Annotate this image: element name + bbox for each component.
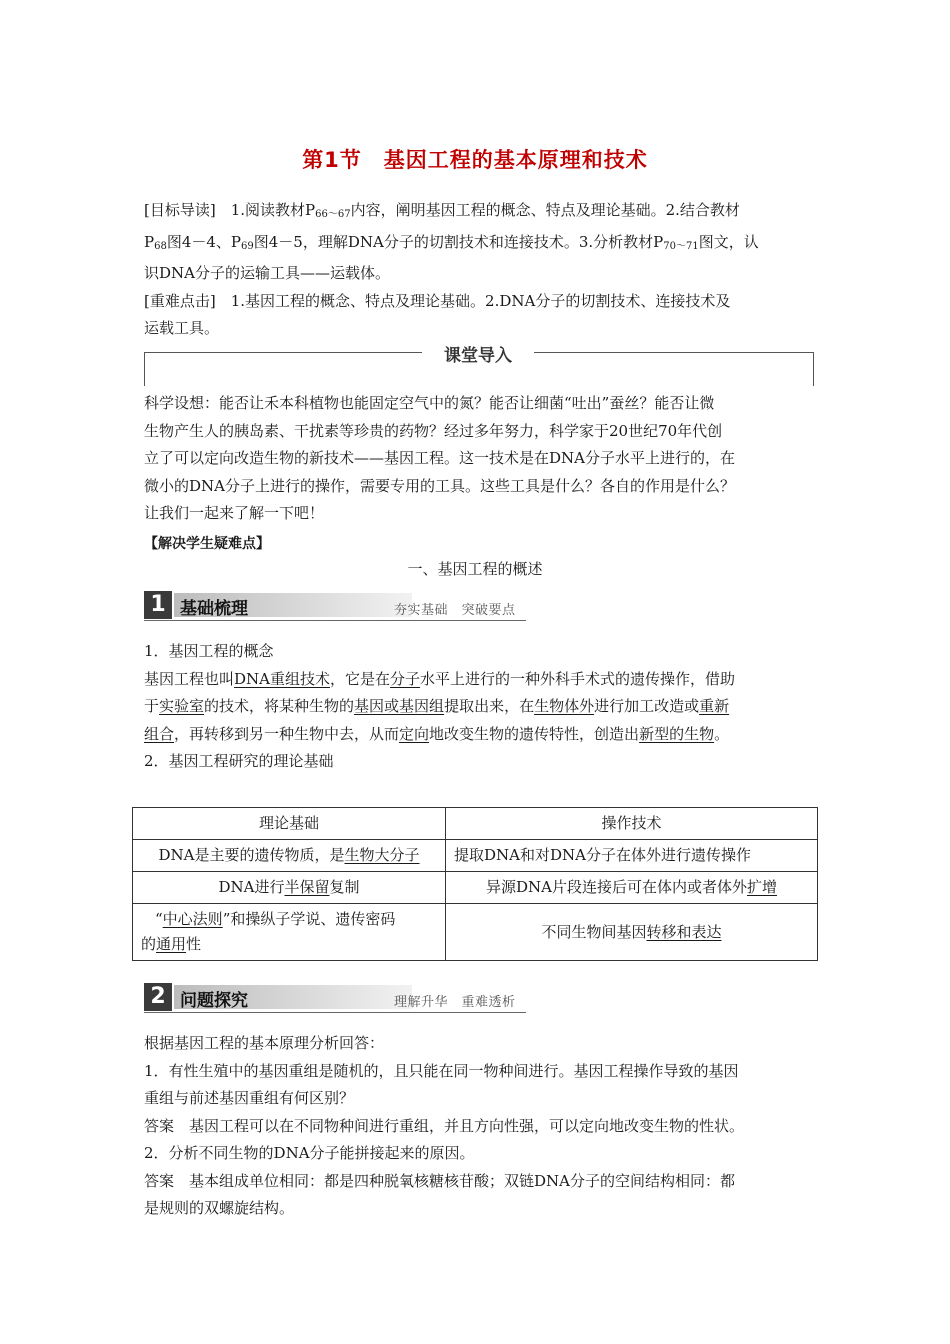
theory-heading: 2．基因工程研究的理论基础 bbox=[144, 752, 334, 770]
objectives-block bbox=[144, 197, 812, 343]
blank-answer: 转移和表达 bbox=[646, 922, 722, 941]
section-number: 2 bbox=[144, 983, 172, 1011]
section-name: 基础梳理 bbox=[180, 599, 248, 619]
blank-answer: 生物大分子 bbox=[344, 846, 420, 864]
blank-answer: 新型的生物 bbox=[639, 724, 715, 743]
answer-1: 答案 基因工程可以在不同物种间进行重组，并且方向性强，可以定向地改变生物的性状。 bbox=[144, 1116, 745, 1135]
answer-2: 答案 基本组成单位相同：都是四种脱氧核糖核苷酸；双链DNA分子的空间结构相同：都 bbox=[144, 1171, 735, 1190]
table-cell: 异源DNA片段连接后可在体内或者体外扩增 bbox=[446, 872, 818, 904]
question-1: 1．有性生殖中的基因重组是随机的，且只能在同一物种间进行。基因工程操作导致的基因 bbox=[144, 1061, 739, 1080]
blank-answer: 生物体外 bbox=[534, 697, 595, 715]
page-title: 第1节 基因工程的基本原理和技术 bbox=[302, 148, 648, 172]
section-tag: 夯实基础 突破要点 bbox=[394, 603, 516, 618]
table-cell: DNA进行半保留复制 bbox=[133, 872, 446, 904]
blank-answer: 定向 bbox=[399, 724, 430, 743]
section-number: 1 bbox=[144, 591, 172, 619]
blank-answer: 组合 bbox=[144, 724, 175, 743]
blank-answer: 分子 bbox=[390, 669, 421, 688]
blank-answer: 重新 bbox=[699, 697, 730, 715]
part-heading: 一、基因工程的概述 bbox=[407, 560, 543, 578]
qa-block: 根据基因工程的基本原理分析回答： 1．有性生殖中的基因重组是随机的，且只能在同一物种间进行。基因工程操作导致的基因 重组与前述基因重组有何区别？ 答案 基因工程可以在不同物种间进行重组，并且方向性强，可以定向地改变生物的性状。 2．分析不同生物的DNA分子能拼接起来的原因。 答案 基本组成单位相同：都是四种脱氧核糖核苷酸；双链DNA分子的空间结构相同：都 是规则的双螺旋结构。 bbox=[144, 1030, 812, 1223]
blank-answer: 中心法则 bbox=[162, 910, 223, 928]
blank-answer: 通用 bbox=[156, 935, 187, 953]
table-cell: DNA是主要的遗传物质，是生物大分子 bbox=[133, 840, 446, 872]
theory-table bbox=[132, 807, 818, 961]
section-tag: 理解升华 重难透析 bbox=[394, 995, 516, 1010]
table-row bbox=[133, 872, 818, 904]
section-basic-review bbox=[144, 591, 526, 621]
table-row bbox=[133, 904, 818, 961]
blank-answer: 扩增 bbox=[746, 878, 777, 896]
table-header-cell: 操作技术 bbox=[446, 808, 818, 840]
objectives-line-3: 识DNA分子的运输工具——运载体。 bbox=[144, 264, 390, 282]
table-row bbox=[133, 840, 818, 872]
blank-answer: 实验室 bbox=[159, 697, 205, 715]
banner-label: 课堂导入 bbox=[444, 346, 512, 366]
objectives-label: [目标导读] bbox=[144, 201, 216, 219]
objectives-line-1: [目标导读] 1.阅读教材$P_{66\sim 67}$内容，阐明基因工程的概念、特点及理论基础。2.结合教材 bbox=[144, 201, 740, 220]
table-header-row bbox=[133, 808, 818, 840]
blank-answer: 半保留 bbox=[284, 878, 330, 896]
classroom-intro-banner bbox=[144, 343, 814, 387]
table-cell: “中心法则”和操纵子学说、遗传密码 的通用性 bbox=[133, 904, 446, 961]
objectives-line-2: $P_{68}$图4－4、$P_{69}$图4－5，理解DNA分子的切割技术和连接技术。3.分析教材$P_{70\sim 71}$图文，认 bbox=[144, 232, 759, 252]
concept-heading: 1．基因工程的概念 bbox=[144, 642, 274, 660]
solve-label: 【解决学生疑难点】 bbox=[144, 536, 270, 552]
section-name: 问题探究 bbox=[180, 991, 248, 1011]
concept-block: 1．基因工程的概念 基因工程也叫DNA重组技术，它是在分子水平上进行的一种外科手术式的遗传操作，借助 于实验室的技术，将某种生物的基因或基因组提取出来，在生物体外进行加工改造或重新 组合，再转移到另一种生物中去，从而定向地改变生物的遗传特性，创造出新型的生物。 2．基因工程研究的理论基础 bbox=[144, 638, 812, 776]
table-header-cell: 理论基础 bbox=[133, 808, 446, 840]
table-cell: 不同生物间基因转移和表达 bbox=[446, 904, 818, 961]
section-problem-inquiry bbox=[144, 983, 526, 1013]
qa-lead: 根据基因工程的基本原理分析回答： bbox=[144, 1034, 385, 1052]
question-2: 2．分析不同生物的DNA分子能拼接起来的原因。 bbox=[144, 1144, 475, 1162]
blank-answer: DNA重组技术 bbox=[234, 669, 330, 688]
key-points-label: [重难点击] bbox=[144, 291, 216, 310]
intro-paragraph: 科学设想：能否让禾本科植物也能固定空气中的氮？能否让细菌“吐出”蚕丝？能否让微 生物产生人的胰岛素、干扰素等珍贵的药物？经过多年努力，科学家于20世纪70年代创 立了可以定向改造生物的新技术——基因工程。这一技术是在DNA分子水平上进行的，在 微小的DNA分子上进行的操作，需要专用的工具。这些工具是什么？各自的作用是什么？ 让我们一起来了解一下吧！ bbox=[144, 394, 735, 522]
table-cell: 提取DNA和对DNA分子在体外进行遗传操作 bbox=[446, 840, 818, 872]
key-points-line-1: [重难点击] 1.基因工程的概念、特点及理论基础。2.DNA分子的切割技术、连接技术及 bbox=[144, 291, 731, 310]
key-points-line-2: 运载工具。 bbox=[144, 319, 220, 337]
blank-answer: 基因或基因组 bbox=[354, 697, 445, 715]
